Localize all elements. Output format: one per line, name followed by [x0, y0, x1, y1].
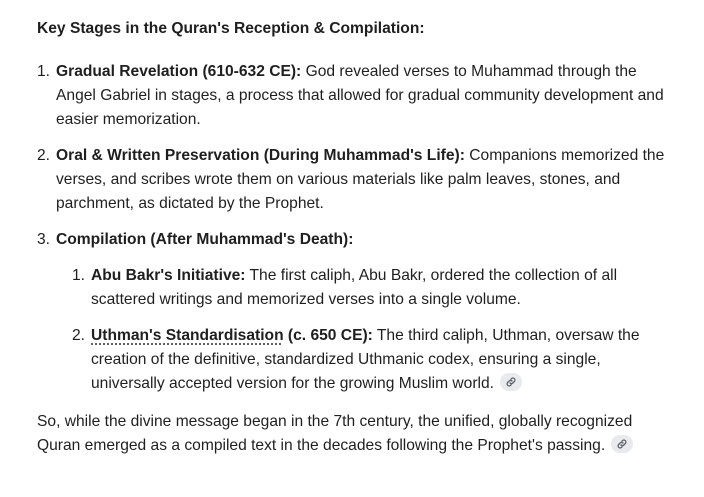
link-icon	[616, 438, 628, 450]
sub-list-item	[72, 324, 677, 396]
list-number: 1.	[37, 63, 51, 80]
item-title: Oral & Written Preservation (During Muhammad's Life):	[56, 147, 465, 164]
sub-item-title: Abu Bakr's Initiative:	[91, 267, 246, 284]
underlined-term[interactable]: Uthman's Standardisation	[91, 327, 284, 344]
item-text: Companions memorized the verses, and scribes wrote them on various materials like palm leaves, stones, and parchment, as dictated by the Prophet.	[56, 147, 665, 212]
sub-item-title: (c. 650 CE):	[283, 327, 373, 344]
stages-list	[37, 60, 677, 396]
section-heading: Key Stages in the Quran's Reception & Compilation:	[37, 20, 425, 37]
summary-paragraph	[37, 410, 677, 458]
sub-list-item	[72, 264, 677, 312]
sub-list-number: 2.	[72, 327, 86, 344]
sub-list-number: 1.	[72, 267, 86, 284]
response-content	[37, 17, 677, 458]
list-number: 2.	[37, 147, 51, 164]
source-link-button[interactable]	[611, 435, 633, 453]
item-text: God revealed verses to Muhammad through the Angel Gabriel in stages, a process that allowed for gradual community development and easier memorization.	[56, 63, 664, 128]
sub-item-text: The first caliph, Abu Bakr, ordered the collection of all scattered writings and memorized verses into a single volume.	[91, 267, 618, 308]
link-icon	[505, 376, 517, 388]
sub-list	[56, 264, 677, 396]
list-item	[37, 144, 677, 216]
list-item	[37, 60, 677, 132]
list-number: 3.	[37, 231, 51, 248]
source-link-button[interactable]	[500, 373, 522, 391]
summary-text: So, while the divine message began in the 7th century, the unified, globally recognized Quran emerged as a compiled text in the decades following the Prophet's passing.	[37, 413, 633, 454]
item-title: Compilation (After Muhammad's Death):	[56, 231, 354, 248]
item-title: Gradual Revelation (610-632 CE):	[56, 63, 302, 80]
list-item	[37, 228, 677, 396]
sub-item-text: The third caliph, Uthman, oversaw the creation of the definitive, standardized Uthmanic codex, ensuring a single, universally accepted version for the growing Muslim world.	[91, 327, 640, 392]
